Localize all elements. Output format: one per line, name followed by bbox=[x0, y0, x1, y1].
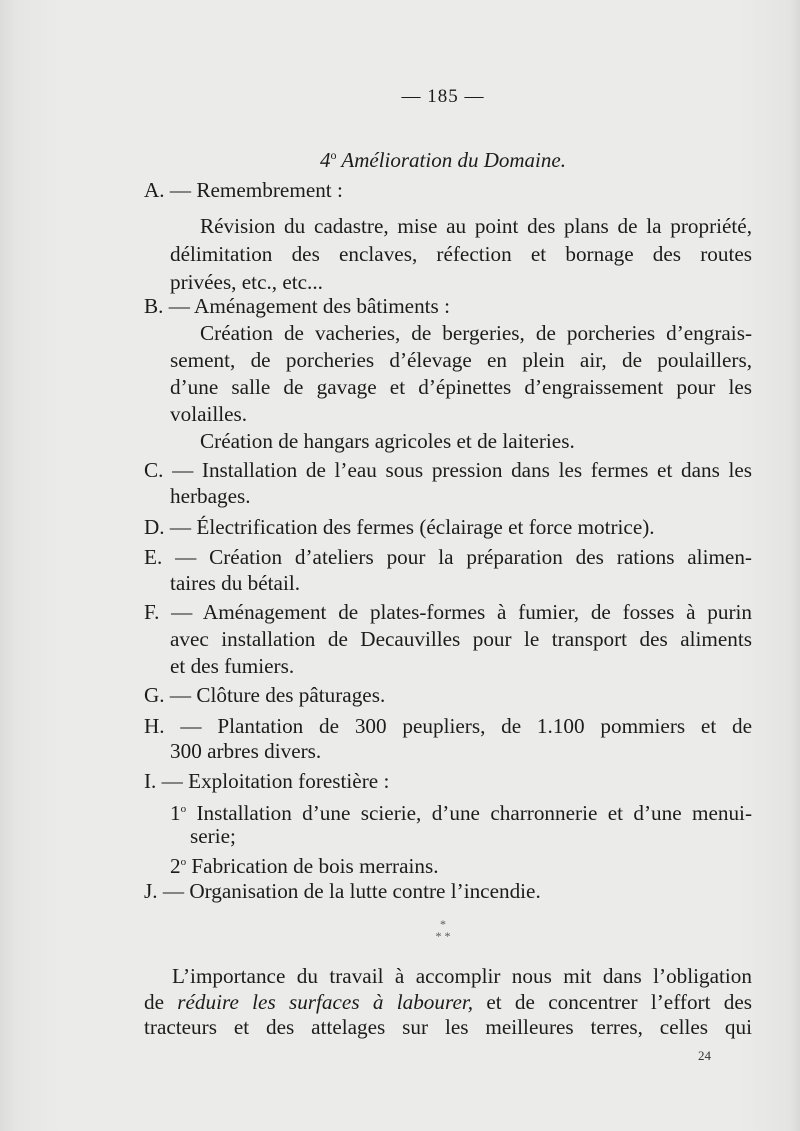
item-g-line-1: G. — Clôture des pâturages. bbox=[144, 683, 386, 707]
item-i-sub-1-line-2: serie; bbox=[190, 824, 236, 848]
item-i-sub-2-sup: o bbox=[180, 856, 187, 868]
asterism bbox=[0, 918, 800, 942]
item-b-line-2: sement, de porcheries d’élevage en plein air, de poulaillers, bbox=[170, 348, 752, 372]
item-a-line-1: Révision du cadastre, mise au point des plans de la propriété, bbox=[200, 214, 752, 238]
item-b-line-5: Création de hangars agricoles et de laiteries. bbox=[200, 429, 575, 453]
asterism-bottom: * * bbox=[435, 929, 451, 943]
item-b-line-3: d’une salle de gavage et d’épinettes d’engraissement pour les bbox=[170, 375, 752, 399]
closing-line-2-emphasis: réduire les surfaces à labourer, bbox=[177, 990, 474, 1014]
item-i-sub-1-line-1 bbox=[170, 795, 752, 827]
closing-line-2 bbox=[144, 988, 752, 1016]
item-h-line-1: H. — Plantation de 300 peupliers, de 1.100 pommiers et de bbox=[144, 714, 752, 738]
section-number: 4 bbox=[320, 148, 331, 172]
item-i-sub-2-text: Fabrication de bois merrains. bbox=[191, 854, 439, 879]
closing-line-2-post: et de concentrer l’effort des bbox=[486, 990, 752, 1014]
item-a-head: A. — Remembrement : bbox=[144, 178, 343, 202]
item-f-line-3: et des fumiers. bbox=[170, 654, 295, 678]
item-i-sub-1-text: Installation d’une scierie, d’une charronnerie et d’une menui- bbox=[196, 801, 753, 826]
asterism-top: * bbox=[440, 917, 446, 931]
item-a-line-3: privées, etc., etc... bbox=[170, 270, 323, 294]
item-i-sub-2-line-1 bbox=[170, 848, 439, 880]
item-c-line-1: C. — Installation de l’eau sous pression dans les fermes et dans les bbox=[144, 458, 752, 482]
section-title-text: Amélioration du Domaine. bbox=[341, 148, 566, 172]
section-title bbox=[0, 148, 800, 173]
item-i-sub-1-sup: o bbox=[180, 803, 187, 815]
item-f-line-2: avec installation de Decauvilles pour le transport des aliments bbox=[170, 627, 752, 651]
item-b-head: B. — Aménagement des bâtiments : bbox=[144, 294, 450, 318]
section-number-sup: o bbox=[330, 148, 337, 162]
item-a-line-2: délimitation des enclaves, réfection et bornage des routes bbox=[170, 242, 752, 266]
item-c-line-2: herbages. bbox=[170, 484, 251, 508]
item-b-line-4: volailles. bbox=[170, 402, 248, 426]
item-j-line-1: J. — Organisation de la lutte contre l’incendie. bbox=[144, 879, 541, 903]
item-e-line-1: E. — Création d’ateliers pour la préparation des rations alimen- bbox=[144, 545, 752, 569]
item-i-sub-1-number: 1 bbox=[170, 801, 181, 826]
item-f-line-1: F. — Aménagement de plates-formes à fumier, de fosses à purin bbox=[144, 600, 752, 624]
item-d-line-1: D. — Électrification des fermes (éclairage et force motrice). bbox=[144, 515, 655, 539]
item-h-line-2: 300 arbres divers. bbox=[170, 739, 322, 763]
item-i-head: I. — Exploitation forestière : bbox=[144, 769, 390, 793]
page-number: — 185 — bbox=[401, 86, 485, 107]
item-e-line-2: taires du bétail. bbox=[170, 571, 301, 595]
item-b-line-1: Création de vacheries, de bergeries, de porcheries d’engrais- bbox=[200, 321, 752, 345]
closing-line-2-pre: de bbox=[144, 990, 164, 1014]
closing-line-1: L’importance du travail à accomplir nous mit dans l’obligation bbox=[172, 964, 752, 988]
signature-mark: 24 bbox=[698, 1048, 711, 1063]
closing-line-3: tracteurs et des attelages sur les meilleures terres, celles qui bbox=[144, 1015, 752, 1039]
item-i-sub-2-number: 2 bbox=[170, 854, 181, 879]
